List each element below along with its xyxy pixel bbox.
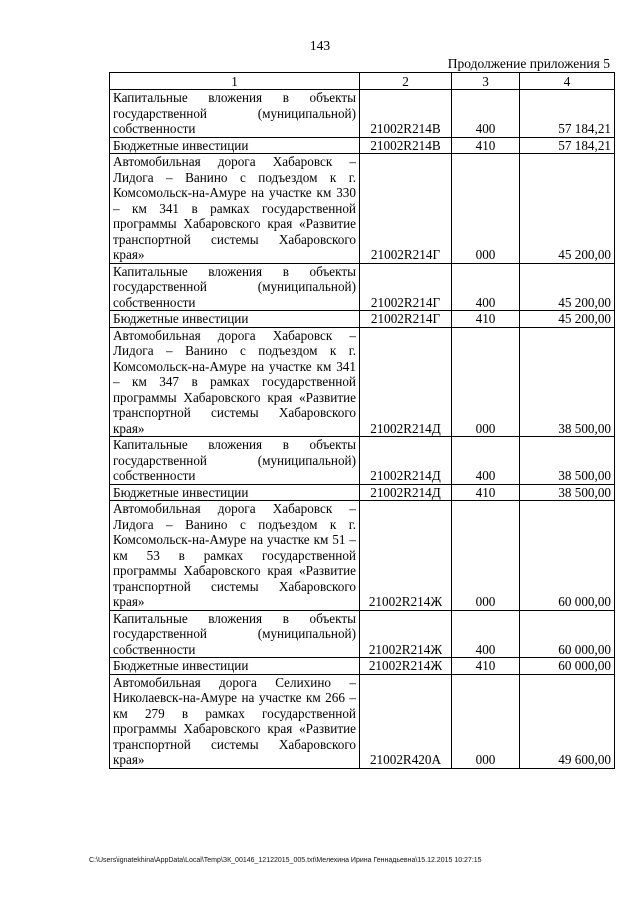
row-code-cell: 21002R214Ж bbox=[360, 501, 452, 611]
row-expense-type-cell: 400 bbox=[452, 610, 520, 658]
row-amount-cell: 60 000,00 bbox=[520, 501, 615, 611]
table-row bbox=[110, 658, 615, 675]
row-name-cell: Бюджетные инвестиции bbox=[110, 484, 360, 501]
table-row bbox=[110, 154, 615, 264]
row-expense-type-cell: 400 bbox=[452, 437, 520, 485]
row-expense-type-cell: 400 bbox=[452, 263, 520, 311]
row-expense-type-cell: 410 bbox=[452, 137, 520, 154]
row-code-cell: 21002R214В bbox=[360, 90, 452, 138]
row-name-cell: Автомобильная дорога Селихино – Николаевск-на-Амуре на участке км 266 – км 279 в рамках государственной программы Хабаровского края «Развитие транспортной системы Хабаровского края» bbox=[110, 674, 360, 768]
row-code-cell: 21002R420А bbox=[360, 674, 452, 768]
row-amount-cell: 49 600,00 bbox=[520, 674, 615, 768]
budget-table bbox=[109, 72, 615, 769]
row-name-cell: Капитальные вложения в объекты государственной (муниципальной) собственности bbox=[110, 437, 360, 485]
row-name-cell: Бюджетные инвестиции bbox=[110, 137, 360, 154]
row-code-cell: 21002R214В bbox=[360, 137, 452, 154]
row-amount-cell: 45 200,00 bbox=[520, 311, 615, 328]
row-expense-type-cell: 410 bbox=[452, 311, 520, 328]
column-header-code: 2 bbox=[360, 73, 452, 90]
table-row bbox=[110, 137, 615, 154]
row-name-cell: Капитальные вложения в объекты государственной (муниципальной) собственности bbox=[110, 90, 360, 138]
table-row bbox=[110, 311, 615, 328]
row-code-cell: 21002R214Д bbox=[360, 484, 452, 501]
column-header-name: 1 bbox=[110, 73, 360, 90]
table-row bbox=[110, 327, 615, 437]
row-code-cell: 21002R214Г bbox=[360, 311, 452, 328]
table-row bbox=[110, 610, 615, 658]
row-code-cell: 21002R214Ж bbox=[360, 658, 452, 675]
row-expense-type-cell: 000 bbox=[452, 674, 520, 768]
table-row bbox=[110, 263, 615, 311]
row-expense-type-cell: 000 bbox=[452, 501, 520, 611]
row-amount-cell: 45 200,00 bbox=[520, 263, 615, 311]
row-code-cell: 21002R214Г bbox=[360, 154, 452, 264]
row-expense-type-cell: 000 bbox=[452, 154, 520, 264]
column-header-amount: 4 bbox=[520, 73, 615, 90]
row-amount-cell: 38 500,00 bbox=[520, 437, 615, 485]
row-amount-cell: 38 500,00 bbox=[520, 327, 615, 437]
continuation-label: Продолжение приложения 5 bbox=[447, 56, 610, 71]
page-number: 143 bbox=[309, 38, 331, 53]
row-amount-cell: 45 200,00 bbox=[520, 154, 615, 264]
row-expense-type-cell: 410 bbox=[452, 484, 520, 501]
row-amount-cell: 57 184,21 bbox=[520, 90, 615, 138]
row-expense-type-cell: 410 bbox=[452, 658, 520, 675]
row-amount-cell: 38 500,00 bbox=[520, 484, 615, 501]
row-amount-cell: 57 184,21 bbox=[520, 137, 615, 154]
table-row bbox=[110, 501, 615, 611]
row-name-cell: Капитальные вложения в объекты государственной (муниципальной) собственности bbox=[110, 263, 360, 311]
table-body bbox=[110, 90, 615, 769]
row-name-cell: Автомобильная дорога Хабаровск – Лидога – Ванино с подъездом к г. Комсомольск-на-Амуре на участке км 51 – км 53 в рамках государственной программы Хабаровского края «Развитие транспортной системы Хабаровского края» bbox=[110, 501, 360, 611]
row-amount-cell: 60 000,00 bbox=[520, 658, 615, 675]
row-name-cell: Автомобильная дорога Хабаровск – Лидога – Ванино с подъездом к г. Комсомольск-на-Амуре на участке км 330 – км 341 в рамках государственной программы Хабаровского края «Развитие транспортной системы Хабаровского края» bbox=[110, 154, 360, 264]
table-row bbox=[110, 674, 615, 768]
row-name-cell: Капитальные вложения в объекты государственной (муниципальной) собственности bbox=[110, 610, 360, 658]
footer-file-path: C:\Users\ignatekhina\AppData\Local\Temp\ЗК_00146_12122015_005.txt\Мелехина Ирина Геннадьевна\15.12.2015 10:27:15 bbox=[89, 857, 482, 864]
table-row bbox=[110, 484, 615, 501]
row-expense-type-cell: 400 bbox=[452, 90, 520, 138]
row-code-cell: 21002R214Г bbox=[360, 263, 452, 311]
table-row bbox=[110, 90, 615, 138]
row-code-cell: 21002R214Д bbox=[360, 327, 452, 437]
row-name-cell: Бюджетные инвестиции bbox=[110, 658, 360, 675]
column-header-expense-type: 3 bbox=[452, 73, 520, 90]
row-code-cell: 21002R214Ж bbox=[360, 610, 452, 658]
table-header-row bbox=[110, 73, 615, 90]
row-expense-type-cell: 000 bbox=[452, 327, 520, 437]
row-amount-cell: 60 000,00 bbox=[520, 610, 615, 658]
table-row bbox=[110, 437, 615, 485]
row-code-cell: 21002R214Д bbox=[360, 437, 452, 485]
row-name-cell: Бюджетные инвестиции bbox=[110, 311, 360, 328]
row-name-cell: Автомобильная дорога Хабаровск – Лидога – Ванино с подъездом к г. Комсомольск-на-Амуре на участке км 341 – км 347 в рамках государственной программы Хабаровского края «Развитие транспортной системы Хабаровского края» bbox=[110, 327, 360, 437]
